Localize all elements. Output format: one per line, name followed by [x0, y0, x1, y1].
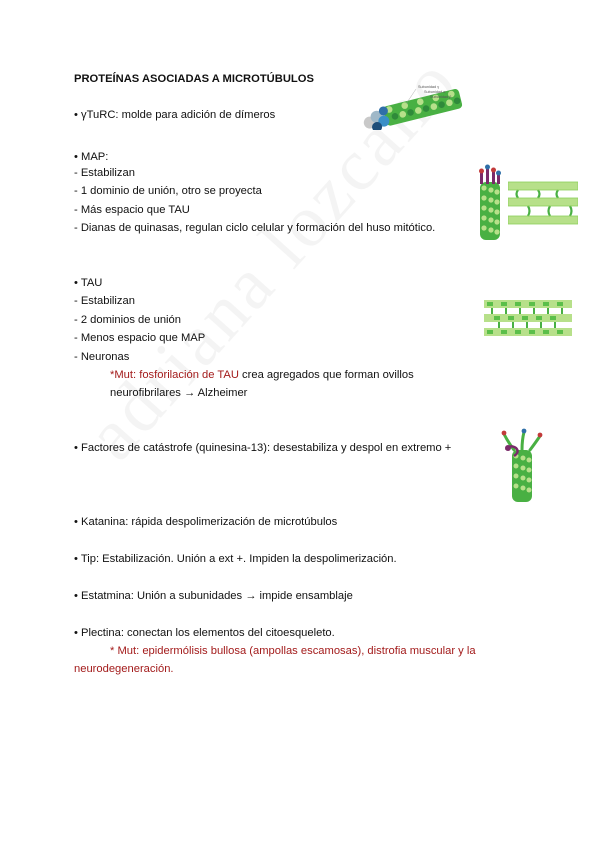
- plectin-text: • Plectina: conectan los elementos del citoesqueleto.: [74, 627, 335, 639]
- stathmin-text: • Estatmina: Unión a subunidades → impide ensamblaje: [74, 590, 353, 602]
- map-heading: • MAP:: [74, 151, 109, 163]
- gturc-figure: [358, 82, 466, 130]
- tau-item: - 2 dominios de unión: [74, 314, 181, 326]
- gturc-text: • γTuRC: molde para adición de dímeros: [74, 109, 276, 121]
- map-spacing-figure: [508, 180, 578, 226]
- tau-spacing-figure: [484, 296, 572, 340]
- page-title: PROTEÍNAS ASOCIADAS A MICROTÚBULOS: [74, 73, 314, 85]
- tau-item: - Neuronas: [74, 351, 130, 363]
- tau-heading: • TAU: [74, 277, 103, 289]
- map-item: - Más espacio que TAU: [74, 204, 190, 216]
- map-item: - 1 dominio de unión, otro se proyecta: [74, 185, 262, 197]
- gturc-label-gamma: Subunidad γ: [418, 85, 440, 89]
- tau-mutation-text: crea agregados que forman ovillos: [238, 369, 414, 381]
- map-item: - Estabilizan: [74, 167, 135, 179]
- tau-mutation-line: [110, 368, 414, 382]
- tau-mutation-line-2: neurofibrilares → Alzheimer: [110, 387, 248, 399]
- gturc-label-beta: Subunidad β: [430, 95, 452, 99]
- catastrophe-figure: [498, 424, 548, 504]
- tau-item: - Menos espacio que MAP: [74, 332, 206, 344]
- plectin-mutation-line-2: neurodegeneración.: [74, 663, 174, 675]
- catastrophe-text: • Factores de catástrofe (quinesina-13): desestabiliza y despol en extremo +: [74, 442, 452, 454]
- map-microtubule-figure: [472, 160, 506, 244]
- map-item: - Dianas de quinasas, regulan ciclo celular y formación del huso mitótico.: [74, 222, 436, 234]
- gturc-label-alpha: Subunidad α: [424, 90, 446, 94]
- katanin-text: • Katanina: rápida despolimerización de microtúbulos: [74, 516, 338, 528]
- tip-text: • Tip: Estabilización. Unión a ext +. Impiden la despolimerización.: [74, 553, 397, 565]
- plectin-mutation-line-1: * Mut: epidermólisis bullosa (ampollas escamosas), distrofia muscular y la: [110, 645, 476, 657]
- tau-mutation-label: *Mut: fosforilación de TAU: [110, 369, 239, 381]
- tau-item: - Estabilizan: [74, 295, 135, 307]
